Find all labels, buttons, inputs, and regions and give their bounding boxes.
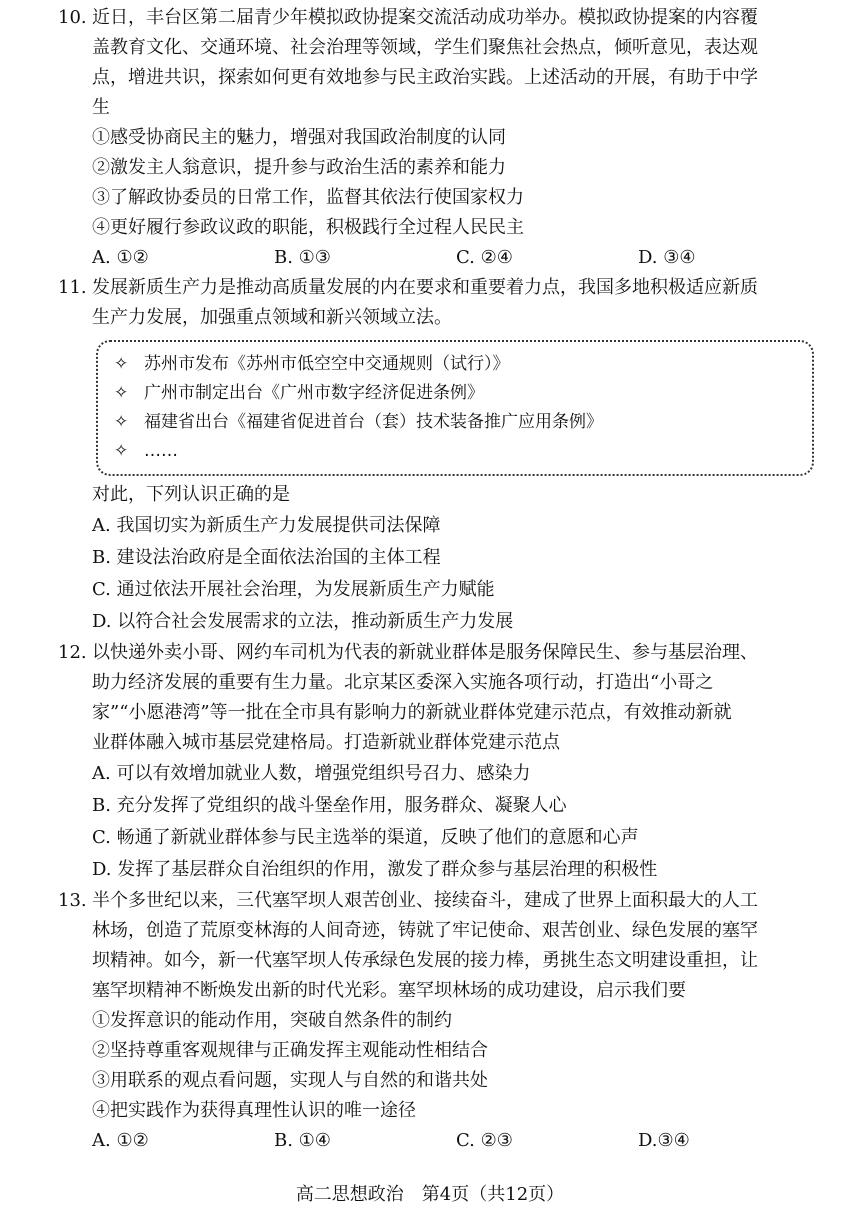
statement-item: ①感受协商民主的魅力，增强对我国政治制度的认同: [92, 127, 506, 148]
statement-list: [92, 1006, 820, 1126]
choice-c: C. 通过依法开展社会治理，为发展新质生产力赋能: [92, 579, 495, 600]
box-item-text: 福建省出台《福建省促进首台（套）技术装备推广应用条例》: [144, 412, 603, 432]
stem-line: 生产力发展，加强重点领域和新兴领域立法。: [92, 307, 452, 328]
choice-a: A. ①②: [92, 247, 149, 268]
choice-c: C. 畅通了新就业群体参与民主选举的渠道，反映了他们的意愿和心声: [92, 827, 639, 848]
choice-c: C. ②③: [456, 1130, 513, 1151]
statement-item: ④更好履行参政议政的职能，积极践行全过程人民民主: [92, 217, 524, 238]
question-stem: [92, 273, 820, 333]
statement-item: ④把实践作为获得真理性认识的唯一途径: [92, 1100, 416, 1121]
answer-choices: [92, 510, 820, 638]
question-13: [58, 886, 820, 1156]
answer-choices: [92, 1126, 820, 1156]
statement-item: ③了解政协委员的日常工作，监督其依法行使国家权力: [92, 187, 524, 208]
stem-line: 半个多世纪以来，三代塞罕坝人艰苦创业、接续奋斗，建成了世界上面积最大的人工: [92, 890, 758, 911]
stem-line: 林场，创造了荒原变林海的人间奇迹，铸就了牢记使命、艰苦创业、绿色发展的塞罕: [92, 920, 758, 941]
prompt-line: 对此，下列认识正确的是: [92, 484, 290, 505]
box-item-text: ……: [144, 441, 178, 461]
statement-item: ③用联系的观点看问题，实现人与自然的和谐共处: [92, 1070, 488, 1091]
choice-b: B. 建设法治政府是全面依法治国的主体工程: [92, 547, 441, 568]
question-number: 10.: [58, 7, 87, 28]
diamond-bullet-icon: ✧: [114, 354, 129, 374]
stem-line: 业群体融入城市基层党建格局。打造新就业群体党建示范点: [92, 732, 560, 753]
choice-d: D.③④: [638, 1130, 690, 1151]
statement-list: [92, 123, 820, 243]
choice-d: D. ③④: [638, 247, 696, 268]
box-item: [114, 379, 812, 408]
choice-a: A. 可以有效增加就业人数，增强党组织号召力、感染力: [92, 763, 531, 784]
question-stem: [92, 3, 820, 123]
question-number: 13.: [58, 890, 87, 911]
page-footer: 高二思想政治 第4页（共12页）: [295, 1184, 565, 1205]
question-number: 12.: [58, 642, 87, 663]
choice-a: A. ①②: [92, 1130, 149, 1151]
box-item: [114, 408, 812, 437]
stem-line: 以快递外卖小哥、网约车司机为代表的新就业群体是服务保障民生、参与基层治理、: [92, 642, 758, 663]
choice-a: A. 我国切实为新质生产力发展提供司法保障: [92, 515, 441, 536]
box-item-text: 广州市制定出台《广州市数字经济促进条例》: [144, 383, 484, 403]
box-item: [114, 350, 812, 379]
choice-b: B. 充分发挥了党组织的战斗堡垒作用，服务群众、凝聚人心: [92, 795, 567, 816]
diamond-bullet-icon: ✧: [114, 383, 129, 403]
box-item-text: 苏州市发布《苏州市低空空中交通规则（试行）》: [144, 354, 510, 374]
question-stem: [92, 886, 820, 1006]
stem-line: 坝精神。如今，新一代塞罕坝人传承绿色发展的接力棒，勇挑生态文明建设重担，让: [92, 950, 758, 971]
choice-b: B. ①③: [274, 247, 331, 268]
diamond-bullet-icon: ✧: [114, 412, 129, 432]
stem-line: 盖教育文化、交通环境、社会治理等领域，学生们聚焦社会热点，倾听意见，表达观: [92, 37, 758, 58]
stem-line: 塞罕坝精神不断焕发出新的时代光彩。塞罕坝林场的成功建设，启示我们要: [92, 980, 686, 1001]
statement-item: ②激发主人翁意识，提升参与政治生活的素养和能力: [92, 157, 506, 178]
box-item: [114, 437, 812, 466]
diamond-bullet-icon: ✧: [114, 441, 129, 461]
choice-d: D. 以符合社会发展需求的立法，推动新质生产力发展: [92, 611, 514, 632]
answer-choices: [92, 243, 820, 273]
question-10: [58, 3, 820, 273]
statement-item: ②坚持尊重客观规律与正确发挥主观能动性相结合: [92, 1040, 488, 1061]
question-prompt: [92, 480, 820, 510]
stem-line: 点，增进共识，探索如何更有效地参与民主政治实践。上述活动的开展，有助于中学: [92, 67, 758, 88]
question-12: [58, 638, 820, 886]
stem-line: 家”“小愿港湾”等一批在全市具有影响力的新就业群体党建示范点，有效推动新就: [92, 702, 732, 723]
answer-choices: [92, 758, 820, 886]
material-box: [96, 340, 814, 476]
statement-item: ①发挥意识的能动作用，突破自然条件的制约: [92, 1010, 452, 1031]
stem-line: 生: [92, 97, 110, 118]
stem-line: 近日，丰台区第二届青少年模拟政协提案交流活动成功举办。模拟政协提案的内容覆: [92, 7, 758, 28]
question-stem: [92, 638, 820, 758]
question-number: 11.: [58, 277, 87, 298]
stem-line: 助力经济发展的重要有生力量。北京某区委深入实施各项行动，打造出“小哥之: [92, 672, 714, 693]
question-11: [58, 273, 820, 638]
stem-line: 发展新质生产力是推动高质量发展的内在要求和重要着力点，我国多地积极适应新质: [92, 277, 758, 298]
choice-c: C. ②④: [456, 247, 513, 268]
choice-d: D. 发挥了基层群众自治组织的作用，激发了群众参与基层治理的积极性: [92, 859, 658, 880]
choice-b: B. ①④: [274, 1130, 331, 1151]
